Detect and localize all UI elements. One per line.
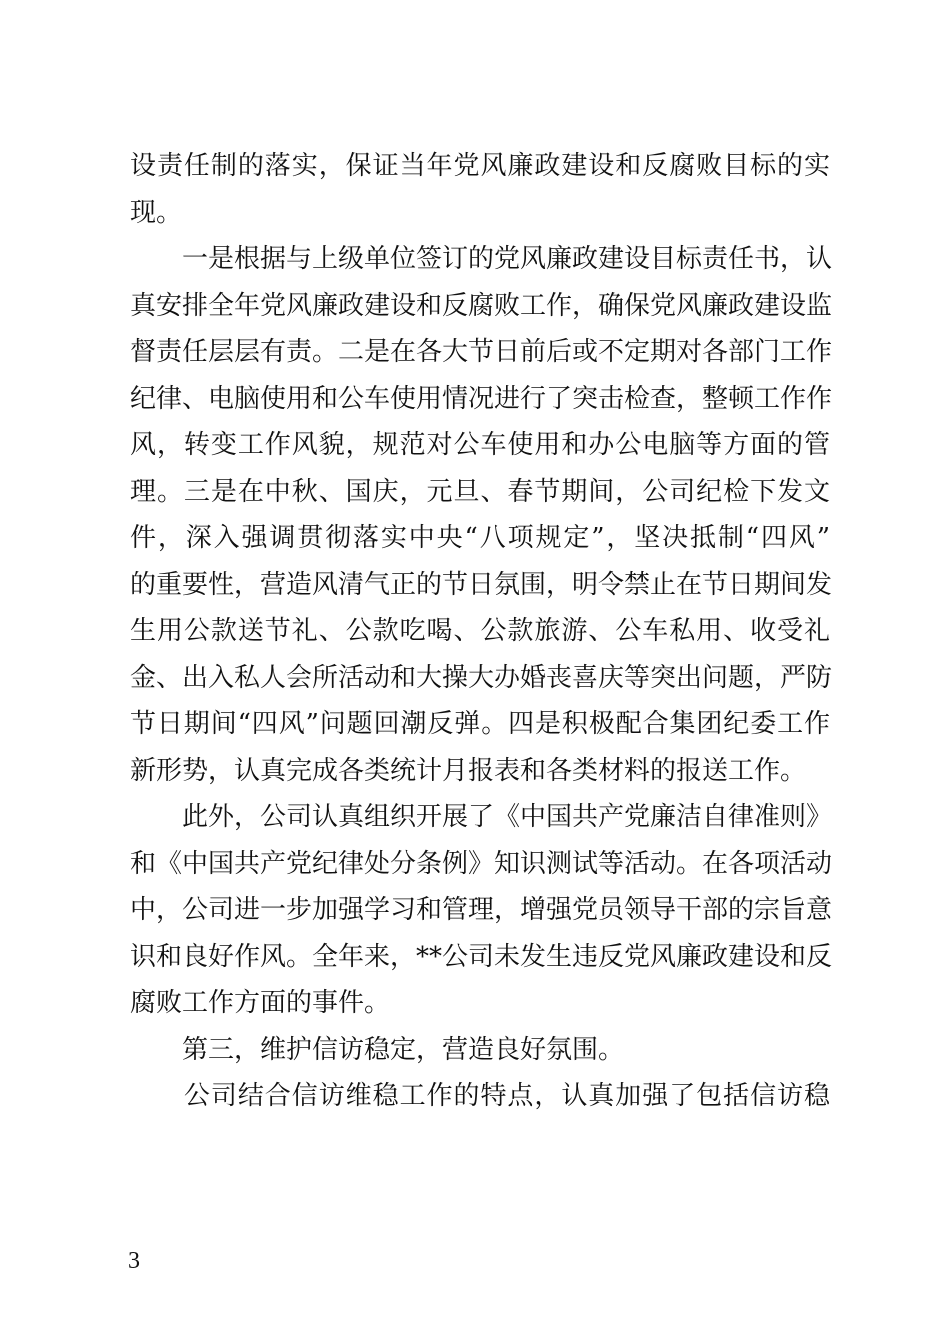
text-line: 节日期间“四风”问题回潮反弹。四是积极配合集团纪委工作	[130, 709, 830, 739]
text-line: 现。	[130, 197, 183, 228]
text-line: 理。三是在中秋、国庆，元旦、春节期间，公司纪检下发文	[130, 476, 830, 507]
text-line: 中，公司进一步加强学习和管理，增强党员领导干部的宗旨意	[130, 895, 833, 925]
text-line: 设责任制的落实，保证当年党风廉政建设和反腐败目标的实	[130, 151, 830, 181]
text-line: 识和良好作风。全年来，**公司未发生违反党风廉政建设和反	[130, 941, 833, 972]
text-line: 生用公款送节礼、公款吃喝、公款旅游、公车私用、收受礼	[130, 616, 830, 646]
page-number: 3	[128, 1248, 140, 1274]
text-line: 纪律、电脑使用和公车使用情况进行了突击检查，整顿工作作	[130, 383, 833, 414]
text-line: 和《中国共产党纪律处分条例》知识测试等活动。在各项活动	[130, 848, 833, 879]
body-text	[130, 143, 833, 1120]
text-line: 腐败工作方面的事件。	[130, 988, 391, 1018]
text-line: 件，深入强调贯彻落实中央“八项规定”，坚决抵制“四风”	[130, 523, 830, 553]
section-heading-line: 第三，维护信访稳定，营造良好氛围。	[130, 1034, 625, 1065]
text-line: 督责任层层有责。二是在各大节日前后或不定期对各部门工作	[130, 337, 833, 367]
text-line: 的重要性，营造风清气正的节日氛围，明令禁止在节日期间发	[130, 569, 833, 600]
text-line: 风，转变工作风貌，规范对公车使用和办公电脑等方面的管	[130, 430, 830, 460]
text-line: 此外，公司认真组织开展了《中国共产党廉洁自律准则》	[130, 802, 833, 832]
text-line: 真安排全年党风廉政建设和反腐败工作，确保党风廉政建设监	[130, 290, 833, 321]
text-line: 公司结合信访维稳工作的特点，认真加强了包括信访稳	[130, 1081, 830, 1111]
text-line: 金、出入私人会所活动和大操大办婚丧喜庆等突出问题，严防	[130, 662, 833, 693]
text-line: 新形势，认真完成各类统计月报表和各类材料的报送工作。	[130, 755, 807, 786]
text-line: 一是根据与上级单位签订的党风廉政建设目标责任书，认	[130, 244, 833, 274]
